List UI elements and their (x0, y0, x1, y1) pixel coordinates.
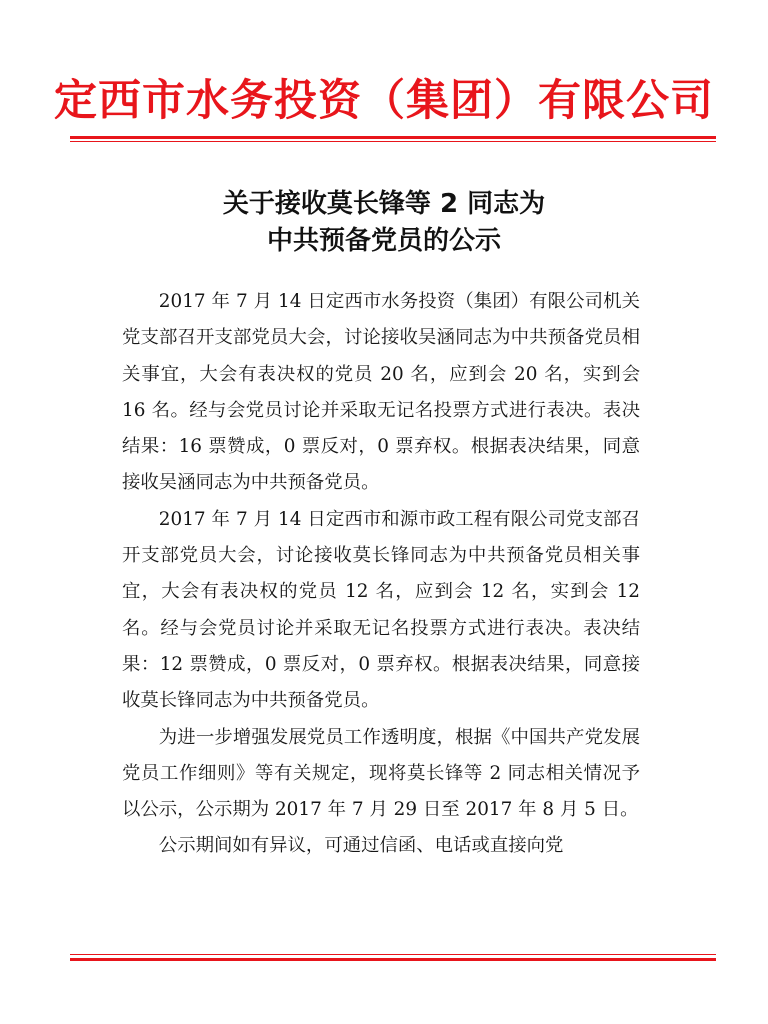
header-rule-thick (70, 136, 716, 139)
body-paragraph-2: 2017 年 7 月 14 日定西市和源市政工程有限公司党支部召开支部党员大会，讨论接收莫长锋同志为中共预备党员相关事宜，大会有表决权的党员 12 名，应到会 12 名，实到会 12 名。经与会党员讨论并采取无记名投票方式进行表决。表决结果：12 票赞成，0 票反对，0 票弃权。根据表决结果，同意接收莫长锋同志为中共预备党员。 (122, 508, 640, 712)
letterhead-org-name: 定西市水务投资（集团）有限公司 (54, 76, 714, 126)
document-title-line-1: 关于接收莫长锋等 2 同志为 (222, 189, 546, 219)
header-rule-thin (70, 141, 716, 142)
body-paragraph-1: 2017 年 7 月 14 日定西市水务投资（集团）有限公司机关党支部召开支部党员大会，讨论接收吴涵同志为中共预备党员相关事宜，大会有表决权的党员 20 名，应到会 20 名，实到会 16 名。经与会党员讨论并采取无记名投票方式进行表决。表决结果：16 票赞成，0 票反对，0 票弃权。根据表决结果，同意接收吴涵同志为中共预备党员。 (122, 291, 640, 494)
document-title-line-2: 中共预备党员的公示 (266, 226, 501, 256)
body-paragraph-4: 公示期间如有异议，可通过信函、电话或直接向党 (158, 835, 564, 857)
body-paragraph-3: 为进一步增强发展党员工作透明度，根据《中国共产党发展党员工作细则》等有关规定，现将莫长锋等 2 同志相关情况予以公示，公示期为 2017 年 7 月 29 日至 2017 年 8 月 5 日。 (122, 726, 640, 821)
footer-rule-thin (70, 954, 716, 955)
footer-rule-thick (70, 958, 716, 961)
document-body (122, 284, 640, 865)
document-title (0, 186, 768, 260)
